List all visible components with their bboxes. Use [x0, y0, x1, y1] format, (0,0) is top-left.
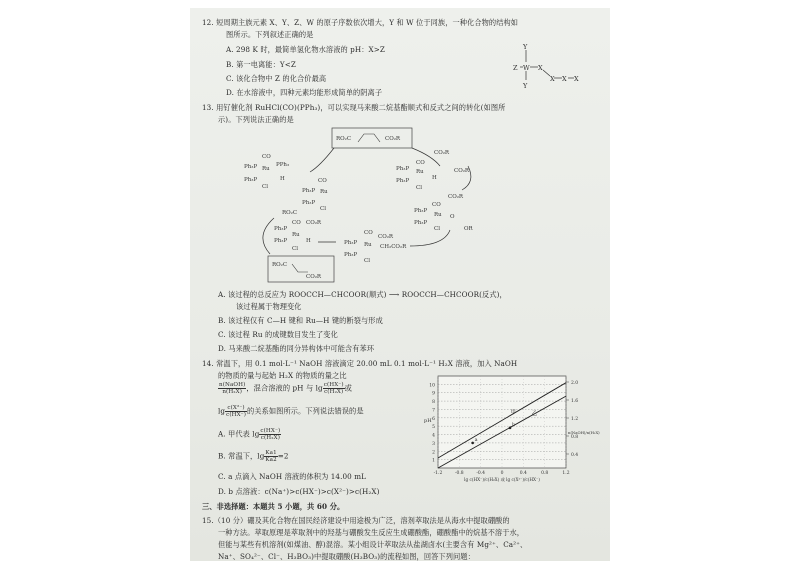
- c6-ro2c: RO₂C: [282, 210, 298, 216]
- struct-y-top: Y: [523, 43, 528, 51]
- c4-ph3p-2: Ph₃P: [414, 220, 428, 226]
- q14-option-b: [218, 450, 289, 463]
- frac-hx-den: c(H₂X): [324, 389, 344, 395]
- q14-line4: [218, 405, 364, 418]
- c4-cl: Cl: [434, 226, 440, 232]
- x-tick-label: -0.8: [454, 471, 464, 476]
- y-tick-label: 1: [432, 458, 435, 464]
- q13-option-c: C. 该过程 Ru 的成键数目发生了变化: [218, 330, 338, 339]
- cat-pph3: PPh₃: [276, 162, 290, 168]
- q12-option-a: A. 298 K 时，最简单氢化物水溶液的 pH：X>Z: [226, 45, 385, 54]
- y-tick-label: 2: [432, 450, 435, 456]
- c5-co2r: CO₂R: [378, 234, 394, 240]
- q14-option-a: [218, 428, 281, 441]
- frac-hx-a: [259, 428, 281, 441]
- c6-ph3p-2: Ph₃P: [274, 238, 288, 244]
- x-tick-label: -1.2: [433, 471, 443, 476]
- trans-ester-left: RO₂C: [272, 262, 288, 268]
- cat-ru: Ru: [262, 166, 270, 172]
- y-tick-label: 3: [432, 441, 435, 447]
- c5-cl: Cl: [364, 258, 370, 264]
- frac-naoh-den: n(H₂X): [222, 389, 243, 395]
- struct-w: W: [523, 64, 530, 72]
- q14-option-b-post: =2: [277, 451, 289, 461]
- c3-ph3p: Ph₃P: [396, 166, 410, 172]
- frac-x-den: c(HX⁻): [226, 412, 247, 418]
- c4-ru: Ru: [434, 212, 442, 218]
- q13-line2: 示)。下列说法正确的是: [218, 115, 294, 124]
- q14-titration-chart: [416, 368, 606, 483]
- c3-co: CO: [416, 160, 425, 166]
- y-tick-label: 7: [432, 408, 435, 414]
- q14-line2: 的物质的量与起始 H₂X 的物质的量之比: [218, 371, 347, 380]
- q14-option-b-pre: B. 常温下，lg: [218, 451, 265, 461]
- frac-x: [225, 405, 247, 418]
- struct-x-4: X: [574, 75, 579, 83]
- x-tick-label: -0.4: [476, 471, 486, 476]
- frac-k-num: Ka1: [265, 450, 277, 456]
- c6-co: CO: [292, 220, 301, 226]
- q12-option-d: D. 在水溶液中，四种元素均能形成简单的阴离子: [226, 88, 383, 97]
- q14-option-a-pre: A. 甲代表 lg: [218, 429, 260, 439]
- point-b: [509, 427, 512, 430]
- q12-structure-diagram: [512, 40, 584, 98]
- c5-ru: Ru: [364, 242, 372, 248]
- exam-page: [190, 8, 610, 561]
- frac-hx-a-den: c(H₂X): [260, 435, 280, 441]
- cat-h: H: [280, 176, 285, 182]
- q13-option-a-line1: A. 该过程的总反应为 ROOCCH—CHCOOR(顺式) ⟶ ROOCCH—CHCOOR(反式)，: [218, 290, 507, 299]
- frac-x-num: c(X²⁻): [225, 405, 247, 412]
- frac-naoh-num: n(NaOH): [219, 382, 246, 388]
- c3-co2r: CO₂R: [434, 150, 450, 156]
- c2-co: CO: [318, 178, 327, 184]
- right-tick-label: 1.6: [571, 399, 579, 404]
- x-tick-label: 1.2: [562, 471, 570, 476]
- q12-option-c: C. 该化合物中 Z 的化合价最高: [226, 74, 327, 83]
- q15-line2: 一种方法。萃取原理是萃取剂中的羟基与硼酸发生反应生成硼酸酯，硼酸酯中的烷基不溶于水，: [218, 528, 525, 537]
- cis-ester-right: CO₂R: [385, 136, 401, 142]
- cis-ester-left: RO₂C: [336, 136, 352, 142]
- q13-mechanism-diagram: [240, 126, 540, 286]
- c4-co2r: CO₂R: [448, 194, 464, 200]
- c4-or: OR: [464, 226, 473, 232]
- q14-option-c: C. a 点滴入 NaOH 溶液的体积为 14.00 mL: [218, 472, 367, 481]
- c4-co: CO: [432, 202, 441, 208]
- right-axis-label: n(NaOH)/n(H₂X): [568, 430, 600, 435]
- struct-y-bottom: Y: [523, 82, 528, 90]
- c3-cl: Cl: [416, 185, 422, 191]
- c2-ru: Ru: [320, 189, 328, 195]
- struct-x-2: X: [550, 75, 555, 83]
- right-tick-label: 2.0: [571, 381, 579, 386]
- c5-ph3p: Ph₃P: [344, 240, 358, 246]
- q14-line3-pre: ，混合溶液的 pH 与 lg: [246, 383, 323, 393]
- frac-hx-a-num: c(HX⁻): [260, 428, 281, 434]
- q14-line3-post: 或: [344, 383, 352, 393]
- q15-line3: 但能与某些有机溶剂(如煤油、醇)混溶。某小组设计萃取法从盐湖卤水(主要含有 Mg²⁺、Ca²⁺、: [218, 540, 528, 549]
- frac-hx-num: c(HX⁻): [323, 382, 344, 388]
- y-tick-label: 8: [432, 400, 435, 406]
- y-tick-label: 6: [432, 416, 435, 422]
- q14-line1: 14. 常温下，用 0.1 mol·L⁻¹ NaOH 溶液滴定 20.00 mL 0.1 mol·L⁻¹ H₂X 溶液，加入 NaOH: [202, 359, 518, 368]
- c2-cl: Cl: [320, 206, 326, 212]
- c4-ph3p: Ph₃P: [414, 208, 428, 214]
- c6-ru: Ru: [292, 232, 300, 238]
- chart-grid: [438, 376, 569, 468]
- cat-ph3p-1: Ph₃P: [244, 164, 258, 170]
- x-tick-label: 0.4: [519, 471, 527, 476]
- q13-line1: 13. 用钌催化剂 RuHCl(CO)(PPh₃)，可以实现马来酸二烷基酯顺式和反式之间的转化(如图所: [202, 103, 506, 112]
- point-label-a: a: [474, 436, 478, 443]
- x-axis-label: lg c(HX⁻)/c(H₂X) 或 lg c(X²⁻)/c(HX⁻): [464, 477, 540, 482]
- q14-lg: lg: [218, 406, 226, 416]
- struct-z: Z: [513, 64, 518, 72]
- trans-ester-right: CO₂R: [306, 274, 322, 280]
- c2-ph3p: Ph₃P: [302, 188, 316, 194]
- y-tick-label: 10: [429, 383, 435, 389]
- cat-cl: Cl: [262, 184, 268, 190]
- series-label-1: 甲: [510, 410, 516, 417]
- trans-ester-box: [268, 256, 334, 282]
- q15-line4: Na⁺、SO₄²⁻、Cl⁻、H₃BO₃)中提取硼酸(H₃BO₃)的流程如图，回答下列问题：: [218, 552, 475, 561]
- q14-line3: [218, 382, 352, 395]
- right-tick-label: 0.4: [571, 453, 579, 458]
- point-label-b: b: [512, 421, 516, 428]
- frac-k-den: Ka2: [265, 457, 277, 463]
- q14-option-d: D. b 点溶液：c(Na⁺)>c(HX⁻)>c(X²⁻)>c(H₂X): [218, 487, 380, 496]
- c3-h: H: [432, 175, 437, 181]
- right-tick-label: 0.8: [571, 435, 579, 440]
- c5-ph3p-2: Ph₃P: [344, 252, 358, 258]
- struct-x-3: X: [562, 75, 567, 83]
- cat-co: CO: [262, 154, 271, 160]
- cat-ph3p-2: Ph₃P: [244, 177, 258, 183]
- c3-ph3p-2: Ph₃P: [396, 178, 410, 184]
- q13-option-b: B. 该过程仅有 C—H 键和 Ru—H 键的断裂与形成: [218, 316, 383, 325]
- y-tick-label: 9: [432, 391, 435, 397]
- c6-ph3p: Ph₃P: [274, 226, 288, 232]
- c6-cl: Cl: [292, 246, 298, 252]
- q13-option-d: D. 马来酸二烷基酯的同分异构体中可能含有苯环: [218, 344, 375, 353]
- c3-co2r-2: CO₂R: [454, 168, 470, 174]
- frac-naoh: [218, 382, 246, 395]
- x-tick-label: 0.8: [541, 471, 549, 476]
- c3-ru: Ru: [416, 169, 424, 175]
- struct-x-1: X: [538, 64, 543, 72]
- q14-line4-post: 的关系如图所示。下列说法错误的是: [247, 406, 364, 416]
- c6-co2r: CO₂R: [306, 220, 322, 226]
- series-label-2: 乙: [531, 411, 538, 418]
- c5-co: CO: [364, 230, 373, 236]
- right-tick-label: 1.2: [571, 417, 579, 422]
- q13-option-a-line2: 该过程属于物理变化: [236, 302, 302, 311]
- y-tick-label: 5: [432, 425, 435, 431]
- c5-ch2co2r: CH₂CO₂R: [380, 244, 407, 250]
- section-3-title: 三、非选择题：本题共 5 小题，共 60 分。: [202, 502, 345, 511]
- frac-hx: [323, 382, 345, 395]
- q12-option-b: B. 第一电离能：Y<Z: [226, 60, 296, 69]
- c6-h: H: [306, 238, 311, 244]
- c4-o: O: [450, 214, 455, 220]
- y-tick-label: 4: [432, 433, 435, 439]
- q12-line1: 12. 短周期主族元素 X、Y、Z、W 的原子序数依次增大，Y 和 W 位于同族，一种化合物的结构如: [202, 18, 519, 27]
- q15-line1: 15.（10 分）硼及其化合物在国民经济建设中用途极为广泛，溶剂萃取法是从海水中提取硼酸的: [202, 516, 510, 525]
- q12-line2: 图所示。下列叙述正确的是: [226, 30, 314, 39]
- c2-ph3p-2: Ph₃P: [302, 200, 316, 206]
- frac-k: [264, 450, 277, 463]
- x-tick-label: 0: [500, 471, 504, 476]
- y-axis-label: pH: [424, 418, 432, 424]
- point-a: [471, 442, 474, 445]
